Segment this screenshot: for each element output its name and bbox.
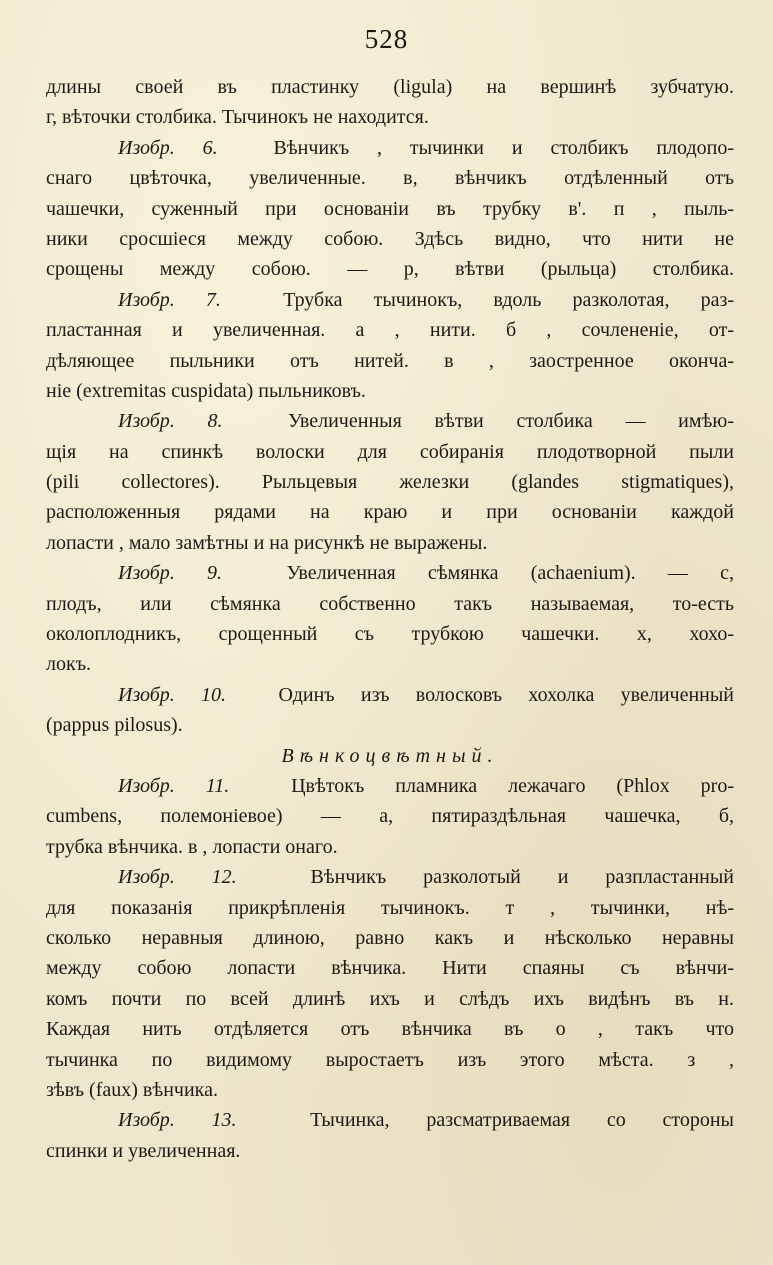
line-text: Цвѣтокъ пламника лежачаго (Phlox pro-	[291, 774, 734, 797]
line-text: снаго цвѣточка, увеличенные. в, вѣнчикъ отдѣленный отъ	[46, 167, 734, 190]
line-text: cumbens, полемоніевое) — а, пятираздѣльная чашечка, б,	[46, 805, 734, 828]
text-line-11	[46, 376, 734, 406]
line-text: Вѣнчикъ , тычинки и столбикъ плодопо-	[273, 136, 734, 159]
line-text: г, вѣточки столбика. Тычинокъ не находится.	[46, 106, 429, 129]
line-text: щія на спинкѣ волоски для собиранія плодотворной пыли	[46, 440, 734, 463]
section-heading: Вѣнкоцвѣтный.	[281, 744, 499, 767]
text-line-5	[46, 194, 734, 224]
text-line-1	[46, 72, 734, 102]
figure-label: Изобр. 10.	[118, 683, 227, 706]
figure-label: Изобр. 13.	[118, 1109, 237, 1132]
line-text: околоплодникъ, срощенный съ трубкою чашечки. х, хохо-	[46, 623, 734, 646]
line-text: дѣляющее пыльники отъ нитей. в , заостренное оконча-	[46, 349, 734, 372]
figure-label: Изобр. 9.	[118, 562, 223, 585]
line-text: трубка вѣнчика. в , лопасти онаго.	[46, 835, 338, 858]
text-line-4	[46, 163, 734, 193]
text-line-14	[46, 467, 734, 497]
text-line-15	[46, 497, 734, 527]
text-line-20	[46, 649, 734, 679]
text-line-22	[46, 710, 734, 740]
line-text: тычинка по видимому выростаетъ изъ этого мѣста. з ,	[46, 1048, 734, 1071]
figure-label: Изобр. 11.	[118, 774, 230, 797]
section-heading-line	[46, 741, 734, 771]
figure-12-caption	[46, 862, 734, 892]
line-text: Увеличенная сѣмянка (achaenium). — с,	[286, 562, 734, 585]
line-text: лопасти , мало замѣтны и на рисункѣ не выражены.	[46, 531, 488, 554]
figure-6-caption	[46, 133, 734, 163]
line-text: Одинъ изъ волосковъ хохолка увеличенный	[278, 683, 734, 706]
text-line-9	[46, 315, 734, 345]
figure-label: Изобр. 6.	[118, 136, 218, 159]
line-text: Вѣнчикъ разколотый и разпластанный	[310, 866, 734, 889]
text-line-34	[46, 1075, 734, 1105]
text-line-19	[46, 619, 734, 649]
body-text	[46, 72, 734, 1166]
text-line-18	[46, 589, 734, 619]
line-text: локъ.	[46, 653, 92, 676]
line-text: (pappus pilosus).	[46, 714, 183, 737]
figure-label: Изобр. 12.	[118, 866, 237, 889]
line-text: спинки и увеличенная.	[46, 1139, 241, 1162]
line-text: чашечки, суженный при основаніи въ трубку в'. п , пыль-	[46, 197, 734, 220]
text-line-10	[46, 346, 734, 376]
line-text: Увеличенныя вѣтви столбика — имѣю-	[288, 410, 734, 433]
text-line-29	[46, 923, 734, 953]
figure-9-caption	[46, 558, 734, 588]
line-text: пластанная и увеличенная. а , нити. б , сочлененіе, от-	[46, 319, 734, 342]
line-text: сколько неравныя длиною, равно какъ и нѣсколько неравны	[46, 926, 734, 949]
text-line-16	[46, 528, 734, 558]
text-line-13	[46, 437, 734, 467]
line-text: между собою лопасти вѣнчика. Нити спаяны съ вѣнчи-	[46, 957, 734, 980]
text-line-2	[46, 102, 734, 132]
text-line-26	[46, 832, 734, 862]
line-text: зѣвъ (faux) вѣнчика.	[46, 1078, 218, 1101]
figure-label: Изобр. 8.	[118, 410, 223, 433]
figure-label: Изобр. 7.	[118, 288, 221, 311]
text-line-30	[46, 953, 734, 983]
line-text: расположенныя рядами на краю и при основаніи каждой	[46, 501, 734, 524]
line-text: срощены между собою. — р, вѣтви (рыльца) столбика.	[46, 258, 734, 281]
line-text: ники сросшіеся между собою. Здѣсь видно, что нити не	[46, 227, 734, 250]
line-text: ніе (extremitas cuspidata) пыльниковъ.	[46, 379, 366, 402]
line-text: (pili collectores). Рыльцевыя железки (glandes stigmatiques),	[46, 471, 734, 494]
text-line-28	[46, 893, 734, 923]
figure-11-caption	[46, 771, 734, 801]
text-line-36	[46, 1136, 734, 1166]
text-line-33	[46, 1045, 734, 1075]
figure-13-caption	[46, 1105, 734, 1135]
text-line-31	[46, 984, 734, 1014]
text-line-6	[46, 224, 734, 254]
line-text: для показанія прикрѣпленія тычинокъ. т , тычинки, нѣ-	[46, 896, 734, 919]
line-text: плодъ, или сѣмянка собственно такъ называемая, то-есть	[46, 592, 734, 615]
text-line-25	[46, 801, 734, 831]
figure-10-caption	[46, 680, 734, 710]
text-line-32	[46, 1014, 734, 1044]
line-text: Тычинка, разсматриваемая со стороны	[310, 1109, 734, 1132]
text-line-7	[46, 254, 734, 284]
line-text: длины своей въ пластинку (ligula) на вершинѣ зубчатую.	[46, 76, 734, 98]
line-text: комъ почти по всей длинѣ ихъ и слѣдъ ихъ видѣнъ въ н.	[46, 987, 734, 1010]
line-text: Трубка тычинокъ, вдоль разколотая, раз-	[283, 288, 734, 311]
page-number: 528	[364, 24, 409, 54]
line-text: Каждая нить отдѣляется отъ вѣнчика въ о , такъ что	[46, 1018, 734, 1041]
figure-8-caption	[46, 406, 734, 436]
figure-7-caption	[46, 285, 734, 315]
